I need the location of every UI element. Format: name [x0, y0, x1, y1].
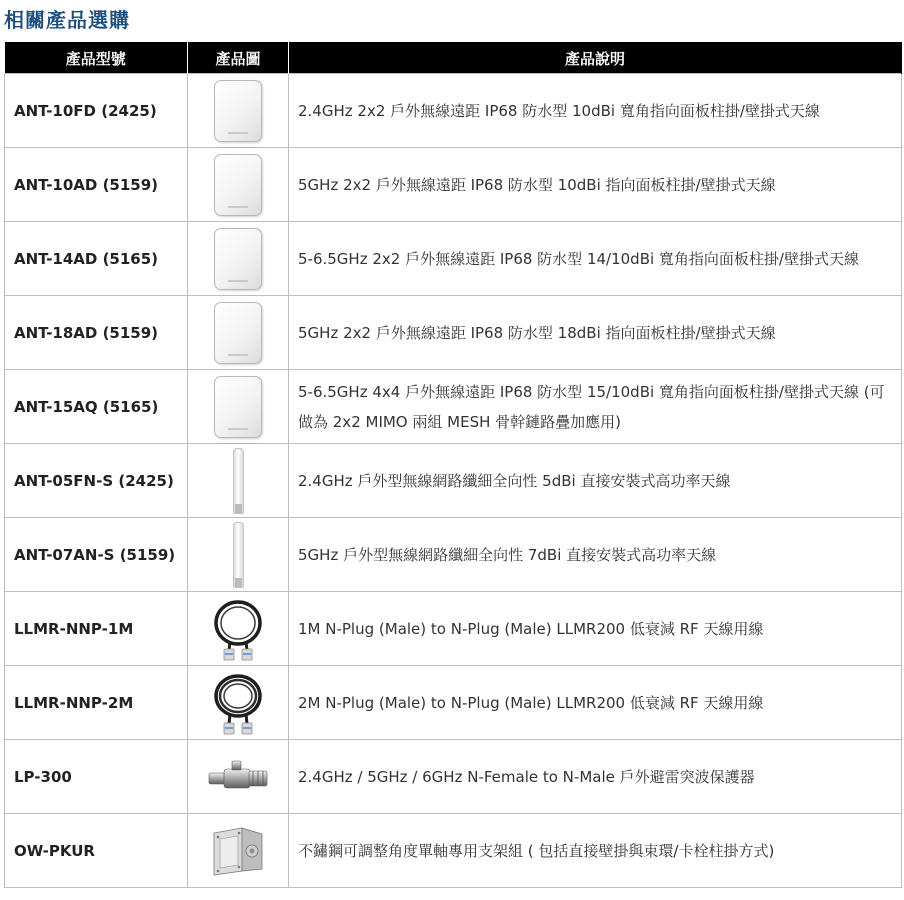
header-image: 產品圖 [188, 43, 289, 74]
product-image-cell [188, 74, 289, 148]
panel-antenna-icon [214, 376, 262, 438]
surge-protector-icon [205, 757, 271, 797]
product-description: 2.4GHz / 5GHz / 6GHz N-Female to N-Male 戶外避雷突波保護器 [289, 740, 902, 814]
header-description: 產品說明 [289, 43, 902, 74]
table-row [5, 592, 902, 666]
table-row [5, 370, 902, 444]
panel-antenna-icon [214, 154, 262, 216]
table-row [5, 518, 902, 592]
product-description: 不鏽鋼可調整角度單軸專用支架組 ( 包括直接壁掛與束環/卡栓柱掛方式) [289, 814, 902, 888]
product-description: 2.4GHz 2x2 戶外無線遠距 IP68 防水型 10dBi 寬角指向面板柱掛/壁掛式天線 [289, 74, 902, 148]
product-description: 5-6.5GHz 2x2 戶外無線遠距 IP68 防水型 14/10dBi 寬角指向面板柱掛/壁掛式天線 [289, 222, 902, 296]
section-title: 相關產品選購 [4, 8, 130, 32]
product-description: 5-6.5GHz 4x4 戶外無線遠距 IP68 防水型 15/10dBi 寬角指向面板柱掛/壁掛式天線 (可做為 2x2 MIMO 兩組 MESH 骨幹鏈路疊加應用) [289, 370, 902, 444]
related-products-table [4, 42, 902, 888]
product-model: ANT-07AN-S (5159) [5, 518, 188, 592]
panel-antenna-icon [214, 80, 262, 142]
table-row [5, 296, 902, 370]
product-image-cell [188, 740, 289, 814]
omni-antenna-icon [233, 522, 244, 588]
product-model: ANT-05FN-S (2425) [5, 444, 188, 518]
product-image-cell [188, 444, 289, 518]
product-image-cell [188, 666, 289, 740]
product-model: LLMR-NNP-1M [5, 592, 188, 666]
table-row [5, 814, 902, 888]
product-description: 1M N-Plug (Male) to N-Plug (Male) LLMR200 低衰減 RF 天線用線 [289, 592, 902, 666]
product-description: 5GHz 戶外型無線網路纖細全向性 7dBi 直接安裝式高功率天線 [289, 518, 902, 592]
panel-antenna-icon [214, 228, 262, 290]
table-row [5, 740, 902, 814]
product-description: 5GHz 2x2 戶外無線遠距 IP68 防水型 10dBi 指向面板柱掛/壁掛式天線 [289, 148, 902, 222]
table-header-row [5, 43, 902, 74]
table-row [5, 148, 902, 222]
product-model: ANT-14AD (5165) [5, 222, 188, 296]
product-image-cell [188, 148, 289, 222]
product-model: LLMR-NNP-2M [5, 666, 188, 740]
product-model: ANT-18AD (5159) [5, 296, 188, 370]
panel-antenna-icon [214, 302, 262, 364]
product-description: 5GHz 2x2 戶外無線遠距 IP68 防水型 18dBi 指向面板柱掛/壁掛式天線 [289, 296, 902, 370]
product-image-cell [188, 370, 289, 444]
product-image-cell [188, 518, 289, 592]
product-model: ANT-15AQ (5165) [5, 370, 188, 444]
product-model: ANT-10AD (5159) [5, 148, 188, 222]
header-model: 產品型號 [5, 43, 188, 74]
product-image-cell [188, 296, 289, 370]
mounting-bracket-icon [208, 825, 268, 877]
table-row [5, 74, 902, 148]
product-model: ANT-10FD (2425) [5, 74, 188, 148]
coax-cable-icon [210, 596, 266, 662]
product-model: LP-300 [5, 740, 188, 814]
table-row [5, 666, 902, 740]
product-model: OW-PKUR [5, 814, 188, 888]
table-row [5, 444, 902, 518]
coax-cable-icon [210, 670, 266, 736]
product-image-cell [188, 592, 289, 666]
product-description: 2.4GHz 戶外型無線網路纖細全向性 5dBi 直接安裝式高功率天線 [289, 444, 902, 518]
table-row [5, 222, 902, 296]
product-image-cell [188, 222, 289, 296]
product-description: 2M N-Plug (Male) to N-Plug (Male) LLMR200 低衰減 RF 天線用線 [289, 666, 902, 740]
omni-antenna-icon [233, 448, 244, 514]
product-image-cell [188, 814, 289, 888]
